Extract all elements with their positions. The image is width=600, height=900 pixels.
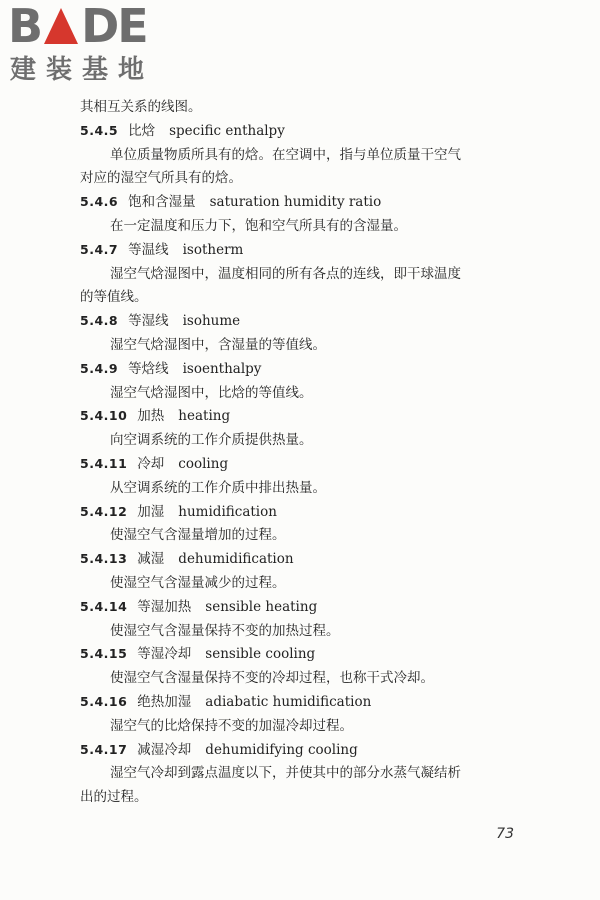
- term-definition: 使湿空气含湿量保持不变的加热过程。: [110, 622, 340, 639]
- term-definition: 使湿空气含湿量保持不变的冷却过程，也称干式冷却。: [110, 670, 434, 687]
- term-chinese: 等焓线: [128, 360, 169, 377]
- term-number: 5.4.6: [80, 194, 119, 210]
- term-definition: 湿空气冷却到露点温度以下，并使其中的部分水蒸气凝结析: [110, 765, 461, 782]
- term-english: sensible cooling: [205, 646, 316, 663]
- term-chinese: 等湿冷却: [137, 646, 192, 663]
- term-english: dehumidifying cooling: [205, 741, 358, 758]
- lead-line: 其相互关系的线图。: [80, 99, 202, 115]
- term-english: adiabatic humidification: [205, 694, 372, 710]
- term-definition: 湿空气焓湿图中，温度相同的所有各点的连线，即干球温度: [110, 265, 461, 282]
- term-chinese: 减湿冷却: [137, 741, 192, 758]
- term-chinese: 饱和含湿量: [128, 194, 196, 211]
- term-number: 5.4.12: [80, 503, 128, 519]
- term-number: 5.4.11: [80, 456, 128, 471]
- term-number: 5.4.16: [80, 694, 128, 709]
- term-chinese: 加湿: [137, 503, 165, 520]
- term-english: isohume: [182, 313, 241, 330]
- term-english: isoenthalpy: [182, 360, 262, 377]
- logo-triangle-a-icon: [44, 8, 78, 44]
- logo-chinese-name: 建装基地: [10, 55, 155, 85]
- term-chinese: 减湿: [137, 551, 165, 568]
- term-definition: 湿空气焓湿图中，比焓的等值线。: [110, 384, 313, 401]
- term-heading: [80, 310, 240, 332]
- bade-logo: [8, 2, 183, 92]
- logo-letter-b: B: [8, 0, 42, 53]
- term-definition: 使湿空气含湿量增加的过程。: [110, 527, 286, 544]
- term-chinese: 等湿加热: [137, 598, 192, 615]
- logo-wordmark: [8, 0, 183, 53]
- term-heading: [80, 120, 285, 142]
- term-heading: [80, 358, 261, 380]
- page-number: 73: [496, 826, 514, 842]
- term-number: 5.4.15: [80, 646, 128, 662]
- term-definition: 向空调系统的工作介质提供热量。: [110, 432, 313, 449]
- term-chinese: 冷却: [137, 456, 165, 472]
- term-heading: [80, 191, 381, 213]
- term-number: 5.4.5: [80, 122, 119, 138]
- term-heading: [80, 405, 230, 427]
- term-heading: [80, 691, 371, 713]
- term-definition: 湿空气焓湿图中，含湿量的等值线。: [110, 337, 326, 353]
- term-english: dehumidification: [178, 551, 294, 568]
- term-heading: [80, 596, 317, 618]
- term-chinese: 加热: [137, 408, 165, 425]
- term-heading: [80, 739, 358, 761]
- term-definition: 在一定温度和压力下，饱和空气所具有的含湿量。: [110, 218, 407, 234]
- term-definition: 对应的湿空气所具有的焓。: [80, 170, 242, 187]
- term-number: 5.4.13: [80, 551, 128, 567]
- term-heading: [80, 453, 228, 475]
- term-number: 5.4.10: [80, 408, 128, 424]
- term-heading: [80, 643, 315, 665]
- term-number: 5.4.14: [80, 598, 128, 614]
- term-english: specific enthalpy: [169, 122, 285, 139]
- term-definition: 湿空气的比焓保持不变的加湿冷却过程。: [110, 717, 353, 734]
- term-english: cooling: [178, 456, 229, 472]
- term-english: sensible heating: [205, 598, 318, 615]
- term-heading: [80, 548, 294, 570]
- term-definition: 从空调系统的工作介质中排出热量。: [110, 479, 326, 496]
- term-english: isotherm: [182, 241, 244, 258]
- term-chinese: 绝热加湿: [137, 694, 192, 710]
- term-chinese: 等温线: [128, 241, 169, 258]
- term-english: humidification: [178, 503, 277, 520]
- term-number: 5.4.8: [80, 313, 119, 329]
- term-heading: [80, 239, 243, 261]
- term-number: 5.4.7: [80, 241, 119, 257]
- term-chinese: 比焓: [128, 122, 156, 139]
- term-number: 5.4.17: [80, 741, 128, 757]
- logo-letters-de: DE: [81, 0, 147, 53]
- term-definition: 出的过程。: [80, 789, 148, 806]
- term-heading: [80, 501, 277, 523]
- term-definition: 使湿空气含湿量减少的过程。: [110, 575, 286, 591]
- term-definition: 单位质量物质所具有的焓。在空调中，指与单位质量干空气: [110, 146, 461, 163]
- term-english: heating: [178, 408, 231, 425]
- term-chinese: 等湿线: [128, 313, 169, 330]
- term-english: saturation humidity ratio: [209, 194, 382, 211]
- term-number: 5.4.9: [80, 360, 119, 376]
- term-definition: 的等值线。: [80, 289, 148, 306]
